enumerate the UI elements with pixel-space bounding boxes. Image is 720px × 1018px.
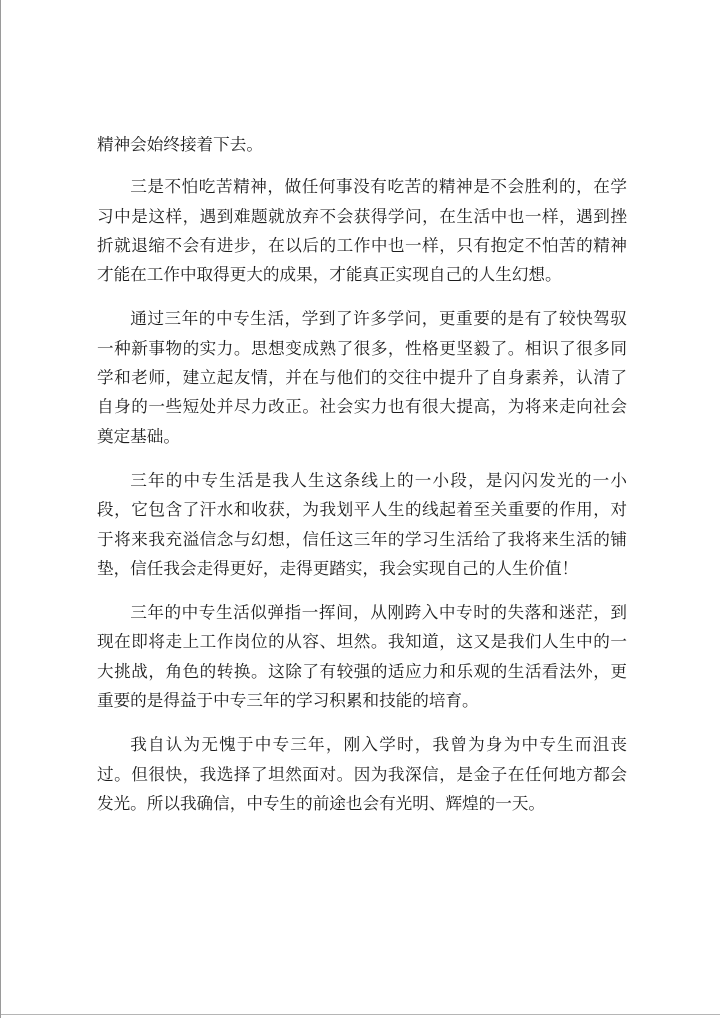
paragraph-5: 三年的中专生活似弹指一挥间，从刚跨入中专时的失落和迷茫，到现在即将走上工作岗位的从容、坦然。我知道，这又是我们人生中的一大挑战，角色的转换。这除了有较强的适应力和乐观的生活看法外，更重要的是得益于中专三年的学习积累和技能的培育。: [97, 603, 627, 711]
paragraph-2: 三是不怕吃苦精神，做任何事没有吃苦的精神是不会胜利的，在学习中是这样，遇到难题就放弃不会获得学问，在生活中也一样，遇到挫折就退缩不会有进步，在以后的工作中也一样，只有抱定不怕苦的精神才能在工作中取得更大的成果，才能真正实现自己的人生幻想。: [97, 177, 627, 285]
paragraph-3: 通过三年的中专生活，学到了许多学问，更重要的是有了较快驾驭一种新事物的实力。思想变成熟了很多，性格更坚毅了。相识了很多同学和老师，建立起友情，并在与他们的交往中提升了自身素养，认清了自身的一些短处并尽力改正。社会实力也有很大提高，为将来走向社会奠定基础。: [97, 309, 627, 446]
document-body: [97, 130, 627, 833]
paragraph-4: 三年的中专生活是我人生这条线上的一小段，是闪闪发光的一小段，它包含了汗水和收获，为我划平人生的线起着至关重要的作用，对于将来我充溢信念与幻想，信任这三年的学习生活给了我将来生活的铺垫，信任我会走得更好，走得更踏实，我会实现自己的人生价值！: [97, 470, 627, 578]
page-edge-divider: [1, 1014, 720, 1015]
paragraph-6: 我自认为无愧于中专三年，刚入学时，我曾为身为中专生而沮丧过。但很快，我选择了坦然面对。因为我深信，是金子在任何地方都会发光。所以我确信，中专生的前途也会有光明、辉煌的一天。: [97, 735, 627, 813]
paragraph-1: 精神会始终接着下去。: [97, 135, 263, 154]
